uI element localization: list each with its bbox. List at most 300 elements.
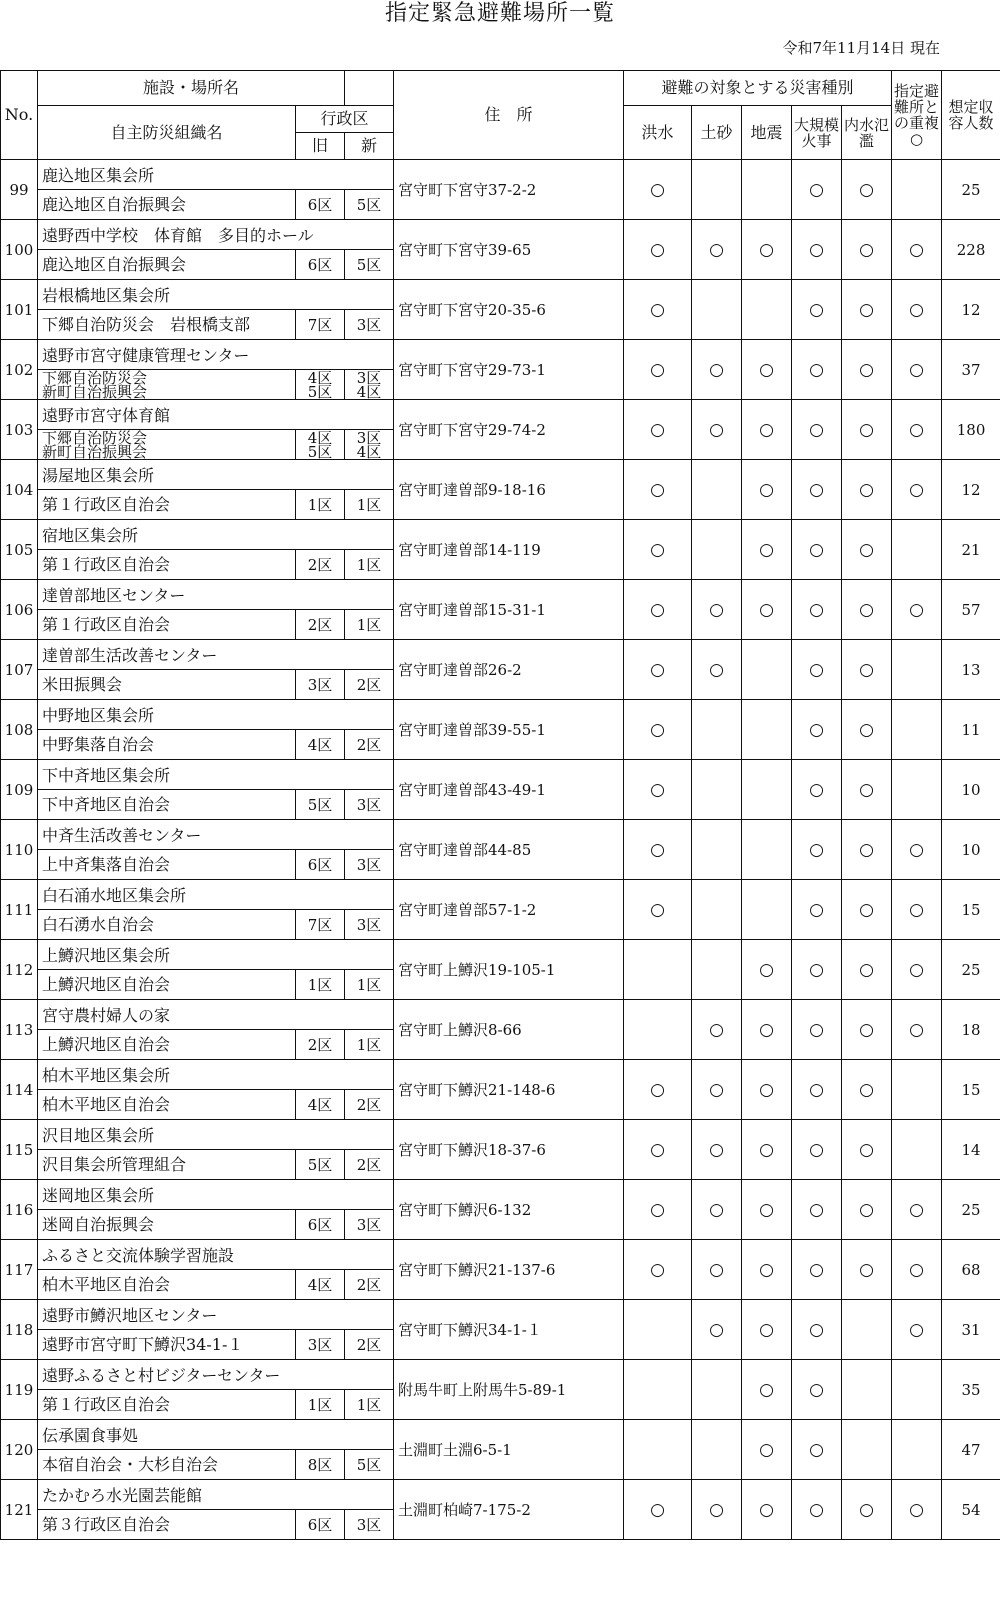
district-value: 5区 [356, 196, 382, 214]
mark-inland: ○ [842, 1480, 892, 1540]
address: 宮守町下鱒沢34-1-１ [394, 1300, 624, 1360]
mark-overlap: ○ [892, 340, 942, 400]
mark-flood: ○ [624, 700, 692, 760]
table-row [1, 400, 1000, 430]
district-value: 1区 [356, 556, 382, 574]
mark-flood [624, 1000, 692, 1060]
table-row [1, 1240, 1000, 1270]
district-new [345, 790, 394, 820]
org-name [38, 1210, 296, 1240]
capacity: 11 [942, 700, 1000, 760]
header-disaster: 避難の対象とする災害種別 [624, 71, 892, 106]
district-old [296, 430, 345, 460]
org-name-line: 第１行政区自治会 [42, 554, 171, 574]
address: 宮守町下鱒沢18-37-6 [394, 1120, 624, 1180]
district-value: 6区 [307, 256, 333, 274]
facility-name: 中野地区集会所 [38, 700, 394, 730]
org-name [38, 730, 296, 760]
mark-overlap: ○ [892, 1000, 942, 1060]
header-capacity: 想定収容人数 [942, 71, 1000, 160]
org-name [38, 1390, 296, 1420]
mark-landslide: ○ [692, 640, 742, 700]
district-value: 4区 [307, 736, 333, 754]
capacity: 14 [942, 1120, 1000, 1180]
table-row [1, 1120, 1000, 1150]
row-no: 121 [1, 1480, 38, 1540]
address: 宮守町達曽部15-31-1 [394, 580, 624, 640]
org-name-line: 上鱒沢地区自治会 [42, 1034, 171, 1054]
mark-overlap: ○ [892, 400, 942, 460]
address: 宮守町下宮守29-74-2 [394, 400, 624, 460]
table-row [1, 520, 1000, 550]
district-new [345, 1210, 394, 1240]
table-row [1, 880, 1000, 910]
address: 宮守町上鱒沢8-66 [394, 1000, 624, 1060]
mark-quake: ○ [742, 400, 792, 460]
mark-overlap: ○ [892, 220, 942, 280]
org-name [38, 850, 296, 880]
district-value: 5区 [307, 382, 333, 400]
mark-fire: ○ [792, 280, 842, 340]
shelter-table [0, 70, 1000, 1540]
org-name [38, 1090, 296, 1120]
mark-quake [742, 760, 792, 820]
mark-flood [624, 1420, 692, 1480]
org-name-line: 下郷自治防災会 岩根橋支部 [42, 314, 251, 334]
mark-flood: ○ [624, 520, 692, 580]
org-name-line: 鹿込地区自治振興会 [42, 194, 187, 214]
header-district: 行政区 [296, 106, 394, 133]
district-value: 4区 [307, 429, 333, 447]
capacity: 12 [942, 460, 1000, 520]
org-name-line: 新町自治振興会 [42, 442, 148, 460]
mark-flood: ○ [624, 1120, 692, 1180]
district-new [345, 550, 394, 580]
district-value: 1区 [356, 1036, 382, 1054]
table-row [1, 640, 1000, 670]
mark-inland: ○ [842, 700, 892, 760]
district-old [296, 1450, 345, 1480]
table-row [1, 1180, 1000, 1210]
district-old [296, 850, 345, 880]
org-name [38, 1150, 296, 1180]
district-value: 2区 [307, 556, 333, 574]
mark-overlap: ○ [892, 880, 942, 940]
org-name-line: 上鱒沢地区自治会 [42, 974, 171, 994]
district-value: 1区 [356, 976, 382, 994]
row-no: 109 [1, 760, 38, 820]
table-row [1, 1360, 1000, 1390]
mark-landslide: ○ [692, 400, 742, 460]
mark-inland: ○ [842, 520, 892, 580]
org-name [38, 250, 296, 280]
facility-name: 遠野西中学校 体育館 多目的ホール [38, 220, 394, 250]
district-value: 3区 [356, 856, 382, 874]
mark-quake: ○ [742, 1360, 792, 1420]
mark-quake: ○ [742, 1420, 792, 1480]
district-value: 6区 [307, 856, 333, 874]
mark-inland: ○ [842, 760, 892, 820]
address: 宮守町下鱒沢21-137-6 [394, 1240, 624, 1300]
district-value: 3区 [356, 369, 382, 387]
mark-quake [742, 880, 792, 940]
org-name-line: 上中斉集落自治会 [42, 854, 171, 874]
table-row [1, 1480, 1000, 1510]
row-no: 116 [1, 1180, 38, 1240]
org-name-line: 鹿込地区自治振興会 [42, 254, 187, 274]
mark-inland: ○ [842, 340, 892, 400]
address: 宮守町達曽部26-2 [394, 640, 624, 700]
district-new [345, 1450, 394, 1480]
facility-name: 柏木平地区集会所 [38, 1060, 394, 1090]
mark-flood: ○ [624, 580, 692, 640]
header-org: 自主防災組織名 [38, 106, 296, 160]
address: 宮守町達曽部9-18-16 [394, 460, 624, 520]
mark-inland [842, 1360, 892, 1420]
address: 土淵町柏崎7-175-2 [394, 1480, 624, 1540]
capacity: 54 [942, 1480, 1000, 1540]
mark-overlap [892, 1060, 942, 1120]
facility-name: 上鱒沢地区集会所 [38, 940, 394, 970]
district-new [345, 250, 394, 280]
capacity: 25 [942, 940, 1000, 1000]
district-old [296, 190, 345, 220]
district-value: 3区 [356, 1516, 382, 1534]
org-name-line: 柏木平地区自治会 [42, 1274, 171, 1294]
org-name [38, 910, 296, 940]
district-value: 7区 [307, 916, 333, 934]
org-name-line: 柏木平地区自治会 [42, 1094, 171, 1114]
table-body [1, 160, 1000, 1540]
mark-fire: ○ [792, 220, 842, 280]
mark-quake: ○ [742, 1300, 792, 1360]
mark-fire: ○ [792, 940, 842, 1000]
capacity: 68 [942, 1240, 1000, 1300]
district-old [296, 1390, 345, 1420]
district-value: 2区 [356, 1096, 382, 1114]
row-no: 107 [1, 640, 38, 700]
facility-name: ふるさと交流体験学習施設 [38, 1240, 394, 1270]
district-old [296, 910, 345, 940]
org-name-line: 迷岡自治振興会 [42, 1214, 155, 1234]
district-new [345, 1030, 394, 1060]
mark-landslide [692, 760, 742, 820]
capacity: 31 [942, 1300, 1000, 1360]
district-old [296, 670, 345, 700]
mark-inland: ○ [842, 580, 892, 640]
table-row [1, 280, 1000, 310]
facility-name: 沢目地区集会所 [38, 1120, 394, 1150]
table-row [1, 160, 1000, 190]
mark-fire: ○ [792, 700, 842, 760]
mark-flood: ○ [624, 1240, 692, 1300]
district-new [345, 670, 394, 700]
district-new [345, 970, 394, 1000]
capacity: 18 [942, 1000, 1000, 1060]
mark-overlap: ○ [892, 820, 942, 880]
mark-fire: ○ [792, 1180, 842, 1240]
row-no: 101 [1, 280, 38, 340]
mark-overlap [892, 1420, 942, 1480]
org-name-line: 第１行政区自治会 [42, 1394, 171, 1414]
mark-quake: ○ [742, 460, 792, 520]
mark-overlap [892, 520, 942, 580]
table-row [1, 1060, 1000, 1090]
facility-name: 伝承園食事処 [38, 1420, 394, 1450]
mark-landslide [692, 160, 742, 220]
mark-quake: ○ [742, 1240, 792, 1300]
district-new [345, 490, 394, 520]
mark-fire: ○ [792, 1300, 842, 1360]
district-old [296, 490, 345, 520]
table-row [1, 940, 1000, 970]
mark-inland: ○ [842, 460, 892, 520]
district-value: 2区 [307, 1036, 333, 1054]
facility-name: 遠野ふるさと村ビジターセンター [38, 1360, 394, 1390]
mark-overlap: ○ [892, 280, 942, 340]
mark-fire: ○ [792, 1360, 842, 1420]
row-no: 99 [1, 160, 38, 220]
district-old [296, 610, 345, 640]
mark-overlap [892, 1120, 942, 1180]
header-address: 住 所 [394, 71, 624, 160]
district-value: 4区 [356, 442, 382, 460]
address: 附馬牛町上附馬牛5-89-1 [394, 1360, 624, 1420]
district-new [345, 610, 394, 640]
district-old [296, 550, 345, 580]
row-no: 117 [1, 1240, 38, 1300]
mark-landslide [692, 1360, 742, 1420]
district-value: 6区 [307, 1216, 333, 1234]
mark-flood [624, 940, 692, 1000]
facility-name: 宮守農村婦人の家 [38, 1000, 394, 1030]
district-value: 2区 [356, 676, 382, 694]
row-no: 114 [1, 1060, 38, 1120]
district-value: 1区 [356, 496, 382, 514]
facility-name: 岩根橋地区集会所 [38, 280, 394, 310]
district-new [345, 850, 394, 880]
district-old [296, 370, 345, 400]
mark-landslide [692, 940, 742, 1000]
district-value: 3区 [356, 1216, 382, 1234]
district-value: 3区 [307, 676, 333, 694]
mark-quake: ○ [742, 1120, 792, 1180]
org-name-line: 下郷自治防災会 [42, 429, 148, 447]
facility-name: 達曽部地区センター [38, 580, 394, 610]
mark-fire: ○ [792, 160, 842, 220]
header-no: No. [1, 71, 38, 160]
capacity: 13 [942, 640, 1000, 700]
district-value: 4区 [307, 369, 333, 387]
district-new [345, 1150, 394, 1180]
district-value: 4区 [307, 1276, 333, 1294]
capacity: 57 [942, 580, 1000, 640]
district-old [296, 1510, 345, 1540]
mark-landslide: ○ [692, 1240, 742, 1300]
org-name [38, 790, 296, 820]
table-row [1, 1300, 1000, 1330]
org-name [38, 1030, 296, 1060]
table-row [1, 760, 1000, 790]
mark-inland: ○ [842, 1120, 892, 1180]
row-no: 108 [1, 700, 38, 760]
header-flood: 洪水 [624, 106, 692, 160]
mark-quake [742, 280, 792, 340]
district-value: 3区 [356, 916, 382, 934]
mark-landslide: ○ [692, 1000, 742, 1060]
org-name [38, 370, 296, 400]
row-no: 111 [1, 880, 38, 940]
mark-overlap [892, 160, 942, 220]
facility-name: 遠野市宮守体育館 [38, 400, 394, 430]
district-old [296, 1270, 345, 1300]
district-value: 2区 [356, 1156, 382, 1174]
district-value: 4区 [307, 1096, 333, 1114]
mark-flood [624, 1300, 692, 1360]
district-value: 4区 [356, 382, 382, 400]
row-no: 110 [1, 820, 38, 880]
table-row [1, 460, 1000, 490]
mark-quake: ○ [742, 1000, 792, 1060]
facility-name: 遠野市宮守健康管理センター [38, 340, 394, 370]
header-quake: 地震 [742, 106, 792, 160]
district-value: 1区 [356, 616, 382, 634]
mark-overlap [892, 640, 942, 700]
org-name [38, 970, 296, 1000]
mark-landslide: ○ [692, 1180, 742, 1240]
mark-landslide [692, 820, 742, 880]
header-overlap: 指定避難所との重複○ [892, 71, 942, 160]
mark-inland [842, 1300, 892, 1360]
mark-quake [742, 640, 792, 700]
mark-quake: ○ [742, 220, 792, 280]
org-name-line: 白石湧水自治会 [42, 914, 155, 934]
mark-quake: ○ [742, 340, 792, 400]
org-name [38, 1510, 296, 1540]
district-value: 5区 [307, 796, 333, 814]
mark-inland: ○ [842, 220, 892, 280]
header-old: 旧 [296, 133, 345, 160]
district-value: 3区 [307, 1336, 333, 1354]
facility-name: 湯屋地区集会所 [38, 460, 394, 490]
district-old [296, 970, 345, 1000]
mark-landslide: ○ [692, 220, 742, 280]
capacity: 12 [942, 280, 1000, 340]
capacity: 35 [942, 1360, 1000, 1420]
district-old [296, 1090, 345, 1120]
mark-quake: ○ [742, 520, 792, 580]
org-name [38, 430, 296, 460]
mark-inland: ○ [842, 940, 892, 1000]
district-old [296, 730, 345, 760]
mark-inland [842, 1420, 892, 1480]
mark-fire: ○ [792, 1000, 842, 1060]
district-old [296, 1030, 345, 1060]
district-value: 3区 [356, 316, 382, 334]
mark-overlap: ○ [892, 940, 942, 1000]
org-name [38, 490, 296, 520]
row-no: 115 [1, 1120, 38, 1180]
org-name-line: 本宿自治会・大杉自治会 [42, 1454, 219, 1474]
district-value: 8区 [307, 1456, 333, 1474]
mark-overlap [892, 1360, 942, 1420]
mark-flood: ○ [624, 340, 692, 400]
mark-inland: ○ [842, 880, 892, 940]
row-no: 119 [1, 1360, 38, 1420]
row-no: 106 [1, 580, 38, 640]
district-new [345, 1510, 394, 1540]
mark-landslide [692, 700, 742, 760]
district-value: 6区 [307, 196, 333, 214]
mark-inland: ○ [842, 1180, 892, 1240]
mark-landslide: ○ [692, 340, 742, 400]
mark-fire: ○ [792, 760, 842, 820]
mark-overlap: ○ [892, 1180, 942, 1240]
mark-flood: ○ [624, 1060, 692, 1120]
district-value: 5区 [356, 1456, 382, 1474]
address: 宮守町下宮守37-2-2 [394, 160, 624, 220]
facility-name: 白石涌水地区集会所 [38, 880, 394, 910]
district-value: 1区 [307, 1396, 333, 1414]
mark-flood: ○ [624, 880, 692, 940]
mark-landslide: ○ [692, 1060, 742, 1120]
mark-landslide: ○ [692, 1480, 742, 1540]
mark-flood: ○ [624, 1480, 692, 1540]
header-facility: 施設・場所名 [38, 71, 345, 106]
table-row [1, 700, 1000, 730]
header-blank [345, 71, 394, 106]
mark-quake: ○ [742, 940, 792, 1000]
mark-inland: ○ [842, 400, 892, 460]
mark-inland: ○ [842, 280, 892, 340]
mark-inland: ○ [842, 1240, 892, 1300]
org-name [38, 550, 296, 580]
facility-name: 達曽部生活改善センター [38, 640, 394, 670]
district-old [296, 790, 345, 820]
district-value: 5区 [307, 1156, 333, 1174]
mark-fire: ○ [792, 400, 842, 460]
facility-name: 中斉生活改善センター [38, 820, 394, 850]
district-value: 7区 [307, 316, 333, 334]
mark-inland: ○ [842, 640, 892, 700]
district-old [296, 310, 345, 340]
table-row [1, 1420, 1000, 1450]
mark-quake [742, 700, 792, 760]
district-new [345, 1330, 394, 1360]
org-name-line: 沢目集会所管理組合 [42, 1154, 187, 1174]
org-name [38, 190, 296, 220]
address: 宮守町達曽部57-1-2 [394, 880, 624, 940]
address: 宮守町下鱒沢21-148-6 [394, 1060, 624, 1120]
mark-quake [742, 820, 792, 880]
district-new [345, 910, 394, 940]
mark-fire: ○ [792, 1480, 842, 1540]
capacity: 228 [942, 220, 1000, 280]
mark-quake: ○ [742, 1060, 792, 1120]
mark-overlap: ○ [892, 1480, 942, 1540]
district-value: 1区 [356, 1396, 382, 1414]
address: 宮守町達曽部39-55-1 [394, 700, 624, 760]
district-value: 2区 [307, 616, 333, 634]
mark-inland: ○ [842, 1000, 892, 1060]
mark-fire: ○ [792, 1420, 842, 1480]
facility-name: 宿地区集会所 [38, 520, 394, 550]
org-name [38, 310, 296, 340]
district-new [345, 370, 394, 400]
facility-name: 遠野市鱒沢地区センター [38, 1300, 394, 1330]
address: 土淵町土淵6-5-1 [394, 1420, 624, 1480]
mark-landslide: ○ [692, 1300, 742, 1360]
